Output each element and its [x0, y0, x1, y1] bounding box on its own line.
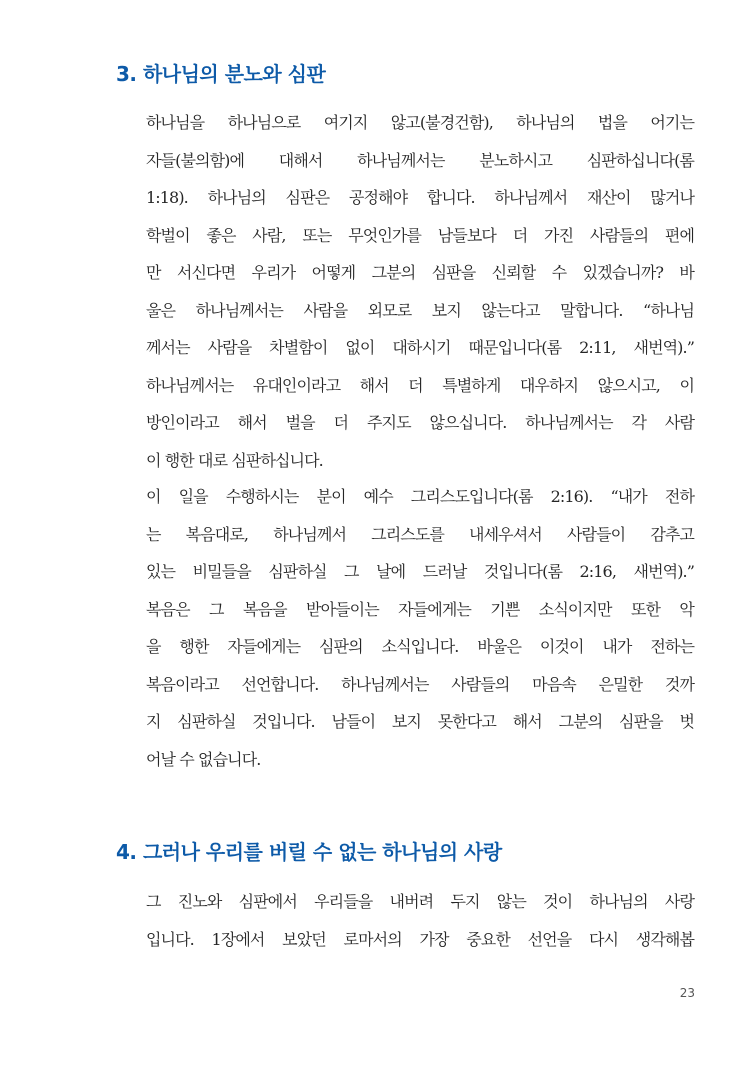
- text-line: 입니다. 1장에서 보았던 로마서의 가장 중요한 선언을 다시 생각해봅: [146, 929, 694, 949]
- section-3-paragraph-2: [146, 478, 694, 778]
- page-number: 23: [679, 986, 695, 1000]
- text-line: 방인이라고 해서 벌을 더 주지도 않으십니다. 하나님께서는 각 사람: [146, 413, 694, 432]
- text-line: 자들(불의함)에 대해서 하나님께서는 분노하시고 심판하십니다(롬: [146, 150, 694, 170]
- text-line: 복음이라고 선언합니다. 하나님께서는 사람들의 마음속 은밀한 것까: [146, 674, 694, 694]
- text-line: 께서는 사람을 차별함이 없이 대하시기 때문입니다(롬 2:11, 새번역).”: [146, 338, 694, 357]
- text-line: 복음은 그 복음을 받아들이는 자들에게는 기쁜 소식이지만 또한 악: [146, 599, 694, 619]
- section-3-heading: 3. 하나님의 분노와 심판: [116, 62, 326, 86]
- text-line: 하나님을 하나님으로 여기지 않고(불경건함), 하나님의 법을 어기는: [146, 113, 694, 132]
- text-line: 울은 하나님께서는 사람을 외모로 보지 않는다고 말합니다. “하나님: [146, 300, 694, 320]
- section-3-paragraph-1: [146, 104, 694, 479]
- text-line: 1:18). 하나님의 심판은 공정해야 합니다. 하나님께서 재산이 많거나: [146, 188, 694, 207]
- text-line: 는 복음대로, 하나님께서 그리스도를 내세우셔서 사람들이 감추고: [146, 524, 694, 544]
- text-line: 어날 수 없습니다.: [146, 749, 261, 769]
- text-line: 이 행한 대로 심판하십니다.: [146, 450, 323, 470]
- text-line: 있는 비밀들을 심판하실 그 날에 드러날 것입니다(롬 2:16, 새번역).”: [146, 562, 694, 581]
- section-4-paragraph-1: [146, 883, 694, 958]
- text-line: 만 서신다면 우리가 어떻게 그분의 심판을 신뢰할 수 있겠습니까? 바: [146, 263, 694, 282]
- text-line: 하나님께서는 유대인이라고 해서 더 특별하게 대우하지 않으시고, 이: [146, 375, 694, 395]
- text-line: 지 심판하실 것입니다. 남들이 보지 못한다고 해서 그분의 심판을 벗: [146, 712, 694, 731]
- text-line: 을 행한 자들에게는 심판의 소식입니다. 바울은 이것이 내가 전하는: [146, 637, 694, 656]
- text-line: 이 일을 수행하시는 분이 예수 그리스도입니다(롬 2:16). “내가 전하: [146, 487, 694, 506]
- text-line: 학벌이 좋은 사람, 또는 무엇인가를 남들보다 더 가진 사람들의 편에: [146, 225, 694, 245]
- text-line: 그 진노와 심판에서 우리들을 내버려 두지 않는 것이 하나님의 사랑: [146, 892, 694, 911]
- section-4-heading: 4. 그러나 우리를 버릴 수 없는 하나님의 사랑: [116, 840, 502, 864]
